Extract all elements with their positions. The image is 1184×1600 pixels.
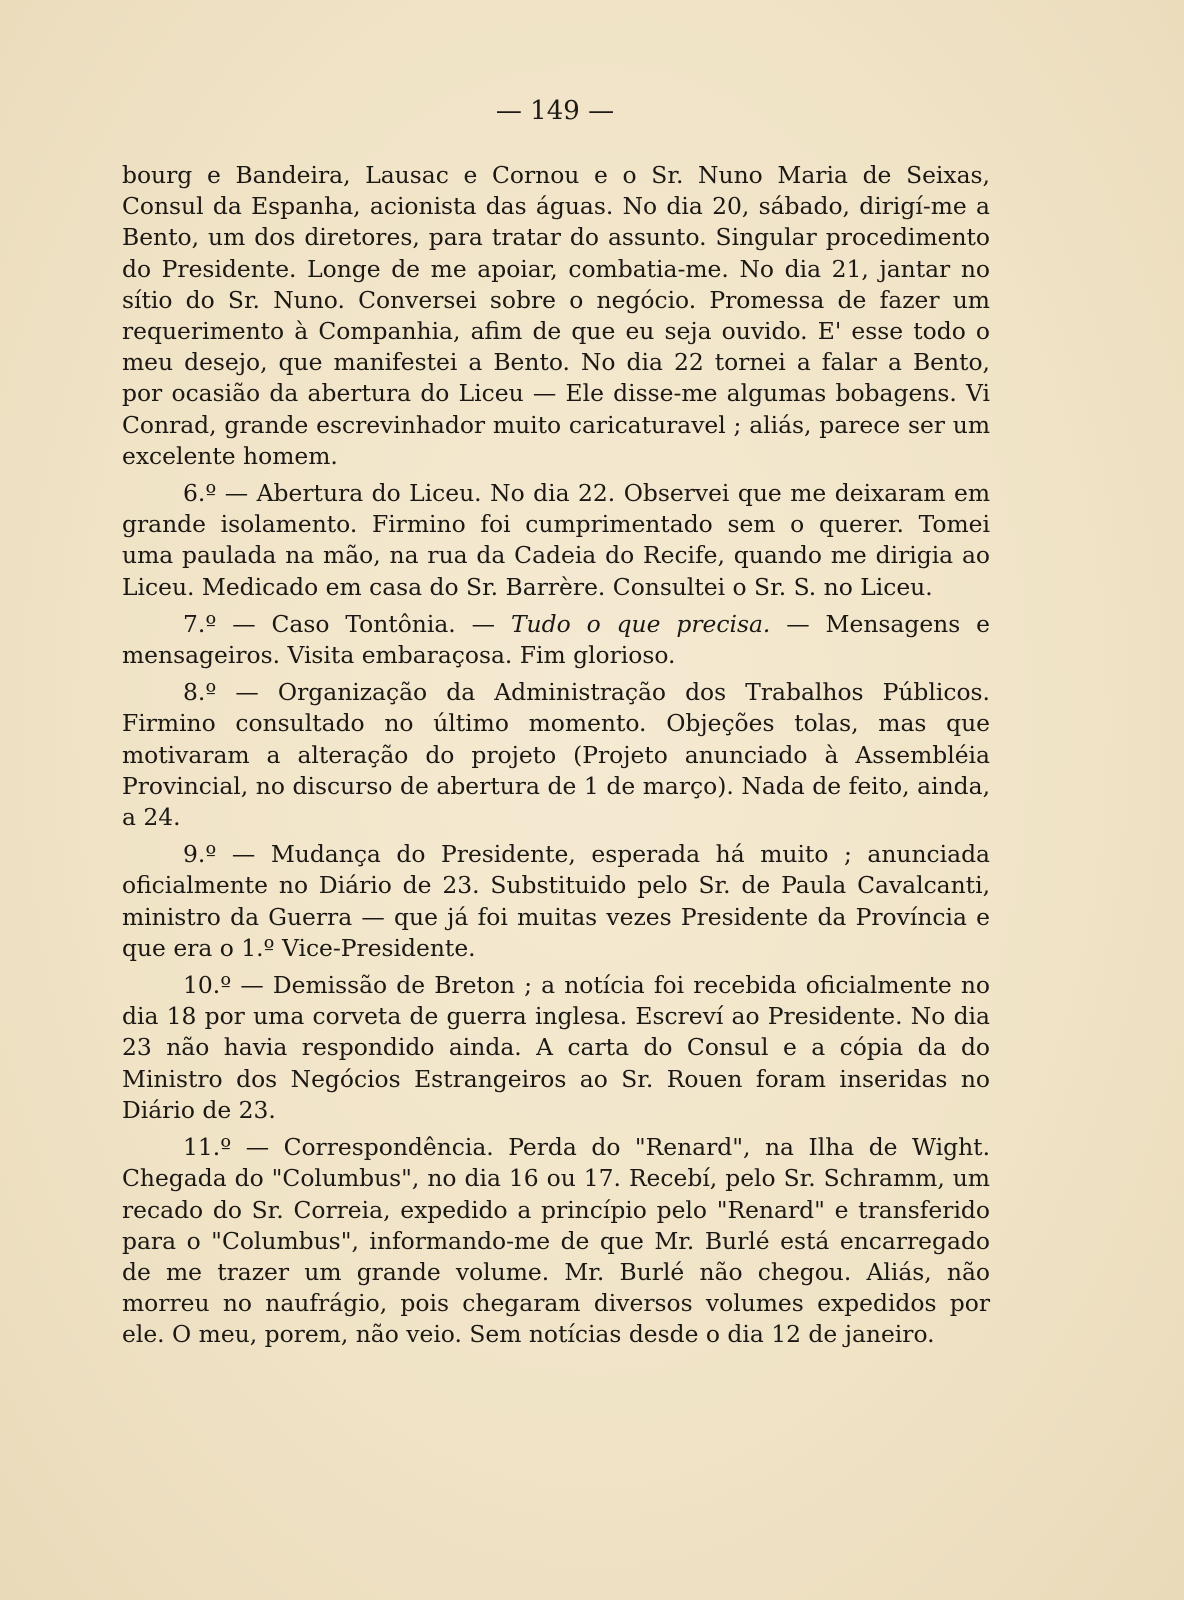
paragraph-item-8: 8.º — Organização da Administração dos Trabalhos Públicos. Firmino consultado no último momento. Objeções tolas, mas que motivaram a alteração do projeto (Projeto anunciado à Assembléia Provincial, no discurso de abertura de 1 de março). Nada de feito, ainda, a 24. xyxy=(122,678,990,832)
paragraph-item-9: 9.º — Mudança do Presidente, esperada há muito ; anunciada oficialmente no Diário de 23. Substituido pelo Sr. de Paula Cavalcanti, ministro da Guerra — que já foi muitas vezes Presidente da Província e que era o 1.º Vice-Presidente. xyxy=(122,840,990,962)
item-7-lead: 7.º — Caso Tontônia. — xyxy=(183,609,511,638)
page-number: — 149 — xyxy=(495,96,615,126)
paragraph-item-6: 6.º — Abertura do Liceu. No dia 22. Observei que me deixaram em grande isolamento. Firmino foi cumprimentado sem o querer. Tomei uma paulada na mão, na rua da Cadeia do Recife, quando me dirigia ao Liceu. Medicado em casa do Sr. Barrère. Consultei o Sr. S. no Liceu. xyxy=(122,479,990,601)
paragraph-continuation: bourg e Bandeira, Lausac e Cornou e o Sr. Nuno Maria de Seixas, Consul da Espanha, acionista das águas. No dia 20, sábado, dirigí-me a Bento, um dos diretores, para tratar do assunto. Singular procedimento do Presidente. Longe de me apoiar, combatia-me. No dia 21, jantar no sítio do Sr. Nuno. Conversei sobre o negócio. Promessa de fazer um requerimento à Companhia, afim de que eu seja ouvido. E' esse todo o meu desejo, que manifestei a Bento. No dia 22 tornei a falar a Bento, por ocasião da abertura do Liceu — Ele disse-me algumas bobagens. Vi Conrad, grande escrevinhador muito caricaturavel ; aliás, parece ser um excelente homem. xyxy=(122,161,990,470)
item-7-italic: Tudo o que precisa. xyxy=(510,609,771,638)
paragraph-item-7 xyxy=(122,609,990,671)
item-7-tail: — Mensagens e mensageiros. Visita embaraçosa. Fim glorioso. xyxy=(122,609,990,670)
paragraph-item-10: 10.º — Demissão de Breton ; a notícia foi recebida oficialmente no dia 18 por uma corveta de guerra inglesa. Escreví ao Presidente. No dia 23 não havia respondido ainda. A carta do Consul e a cópia da do Ministro dos Negócios Estrangeiros ao Sr. Rouen foram inseridas no Diário de 23. xyxy=(122,971,990,1124)
body-text xyxy=(122,160,990,1357)
paragraph-item-11: 11.º — Correspondência. Perda do "Renard", na Ilha de Wight. Chegada do "Columbus", no dia 16 ou 17. Recebí, pelo Sr. Schramm, um recado do Sr. Correia, expedido a princípio pelo "Renard" e transferido para o "Columbus", informando-me de que Mr. Burlé está encarregado de me trazer um grande volume. Mr. Burlé não chegou. Aliás, não morreu no naufrágio, pois chegaram diversos volumes expedidos por ele. O meu, porem, não veio. Sem notícias desde o dia 12 de janeiro. xyxy=(122,1133,990,1349)
